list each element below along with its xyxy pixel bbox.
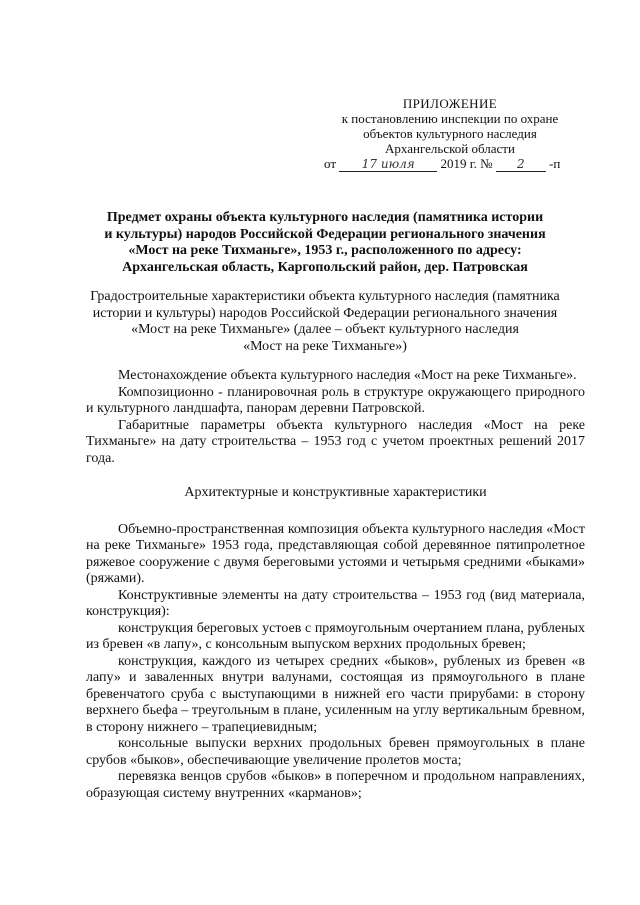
document-subtitle [70, 289, 580, 355]
appendix-header [300, 96, 600, 172]
list-item: консольные выпуски верхних продольных бревен прямоугольных в плане срубов «быков», обеспечивающие увеличение пролетов моста; [86, 736, 585, 768]
title-line: «Мост на реке Тихманьге», 1953 г., расположенного по адресу: [128, 243, 522, 258]
appendix-line-1: к постановлению инспекции по охране [341, 111, 559, 126]
document-title [70, 210, 580, 276]
appendix-line-3: Архангельской области [385, 141, 515, 156]
paragraph-composition: Композиционно - планировочная роль в структуре окружающего природного и культурного ландшафта, панорам деревни Патровской. [86, 384, 585, 416]
paragraph-dimensions: Габаритные параметры объекта культурного наследия «Мост на реке Тихманьге» на дату строительства – 1953 год с учетом проектных решений 2017 года. [86, 417, 585, 466]
list-item: конструкция, каждого из четырех средних «быков», рубленых из бревен «в лапу» и заваленных внутри валунами, состоящая из прямоугольного в плане бревенчатого сруба с выступающими в нижней его части прирубами: в сторону верхнего бьефа – треугольным в плане, усиленным на углу вертикальным бревном, в сторону нижнего – трапециевидным; [86, 653, 585, 735]
list-item: конструкция береговых устоев с прямоугольным очертанием плана, рубленых из бревен «в лапу», с консольным выпуском верхних продольных бревен; [86, 620, 585, 652]
list-item: перевязка венцов срубов «быков» в поперечном и продольном направлениях, образующая систему внутренних «карманов»; [86, 769, 585, 801]
subtitle-line: «Мост на реке Тихманьге» (далее – объект культурного наследия [131, 322, 519, 337]
subtitle-line: истории и культуры) народов Российской Федерации регионального значения [92, 305, 558, 321]
title-line: и культуры) народов Российской Федерации регионального значения [104, 226, 546, 242]
subtitle-line: «Мост на реке Тихманьге») [243, 338, 407, 354]
handwritten-number: 2 [496, 158, 546, 172]
appendix-date-line [300, 156, 600, 172]
handwritten-date: 17 июля [339, 158, 437, 172]
section-heading: Архитектурные и конструктивные характеристики [184, 485, 487, 500]
paragraph-spatial: Объемно-пространственная композиция объекта культурного наследия «Мост на реке Тихманьге» 1953 года, представляющая собой деревянное пятипролетное ряжевое сооружение с двумя береговыми устоями и четырьмя средними «быками» (ряжами). [86, 521, 585, 586]
title-line: Предмет охраны объекта культурного наследия (памятника истории [106, 210, 544, 225]
number-suffix: -п [549, 156, 561, 171]
title-line: Архангельская область, Каргопольский район, дер. Патровская [122, 259, 528, 275]
subtitle-line: Градостроительные характеристики объекта культурного наследия (памятника [90, 289, 560, 304]
paragraph-location: Местонахождение объекта культурного наследия «Мост на реке Тихманьге». [118, 368, 577, 383]
appendix-line-2: объектов культурного наследия [363, 126, 537, 141]
year-number-label: 2019 г. № [440, 156, 493, 171]
from-label: от [324, 156, 337, 171]
appendix-heading: ПРИЛОЖЕНИЕ [402, 96, 498, 111]
paragraph-elements: Конструктивные элементы на дату строительства – 1953 год (вид материала, конструкция): [86, 587, 585, 619]
document-body [86, 368, 585, 802]
